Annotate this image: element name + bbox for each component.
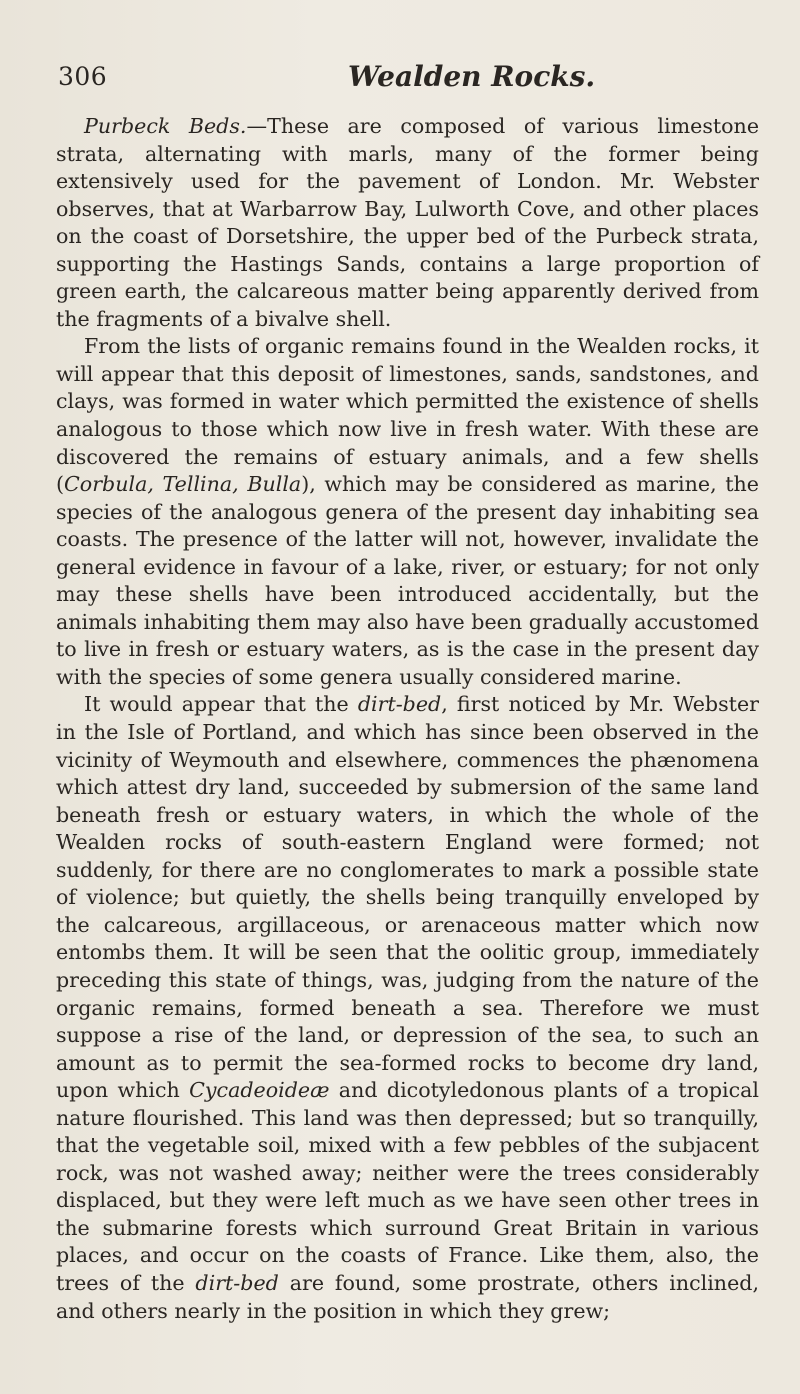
paragraph-lead-heading: Purbeck Beds. [84,114,247,138]
paragraph-organic-remains [56,333,759,691]
paragraph-purbeck-beds [56,113,759,333]
paragraph-text: , first noticed by Mr. Webster in the Isle of Portland, and which has since been observed in the vicinity of Weymouth and elsewhere, commences the phænomena which attest dry land, succeeded by submersion of the same land beneath fresh or estuary waters, in which the whole of the Wealden rocks of south-eastern England were formed; not suddenly, for there are no conglomerates to mark a possible state of violence; but quietly, the shells being tranquilly enveloped by the calcareous, argillaceous, or arenaceous matter which now entombs them. It will be seen that the oolitic group, immediately preceding this state of things, was, judging from the nature of the organic remains, formed beneath a sea. Therefore we must suppose a rise of the land, or depression of the sea, to such an amount as to permit the sea-formed rocks to become dry land, upon which [56,692,759,1103]
paragraph-text: ), which may be considered as marine, the species of the analogous genera of the present day inhabiting sea coasts. The presence of the latter will not, however, invalidate the general evidence in favour of a lake, river, or estuary; for not only may these shells have been introduced accidentally, but the animals inhabiting them may also have been gradually accustomed to live in fresh or estuary waters, as is the case in the present day with the species of some genera usually considered marine. [56,472,759,689]
italic-term: dirt-bed [195,1270,279,1295]
paragraph-text: —These are composed of various limestone strata, alternating with marls, many of the former being extensively used for the pavement of London. Mr. Webster observes, that at Warbarrow Bay, Lulworth Cove, and other places on the coast of Dorsetshire, the upper bed of the Purbeck strata, supporting the Hastings Sands, contains a large proportion of green earth, the calcareous matter being apparently derived from the fragments of a bivalve shell. [56,114,760,331]
paragraph-text: are found, some prostrate, others inclined, and others nearly in the position in which they grew; [56,1270,759,1323]
italic-term: Cycadeoideæ [189,1078,330,1103]
paragraph-text: It would appear that the [84,692,358,717]
paragraph-text: From the lists of organic remains found in the Wealden rocks, it will appear that this deposit of limestones, sands, sandstones, and clays, was formed in water which permitted the existence of shells analogous to those which now live in fresh water. With these are discovered the remains of estuary animals, and a few shells ( [56,334,759,497]
paragraph-dirt-bed [56,691,759,1325]
page-header [58,62,758,102]
running-title: Wealden Rocks. [348,60,596,93]
page-number: 306 [58,62,108,91]
italic-term: dirt-bed [357,692,442,717]
italic-genera: Corbula, Tellina, Bulla [64,472,302,497]
body-text [56,113,759,1325]
paragraph-text: and dicotyledonous plants of a tropical nature flourished. This land was then depressed; but so tranquilly, that the vegetable soil, mixed with a few pebbles of the subjacent rock, was not washed away; neither were the trees considerably displaced, but they were left much as we have seen other trees in the submarine forests which surround Great Britain in various places, and occur on the coasts of France. Like them, also, the trees of the [56,1078,759,1295]
